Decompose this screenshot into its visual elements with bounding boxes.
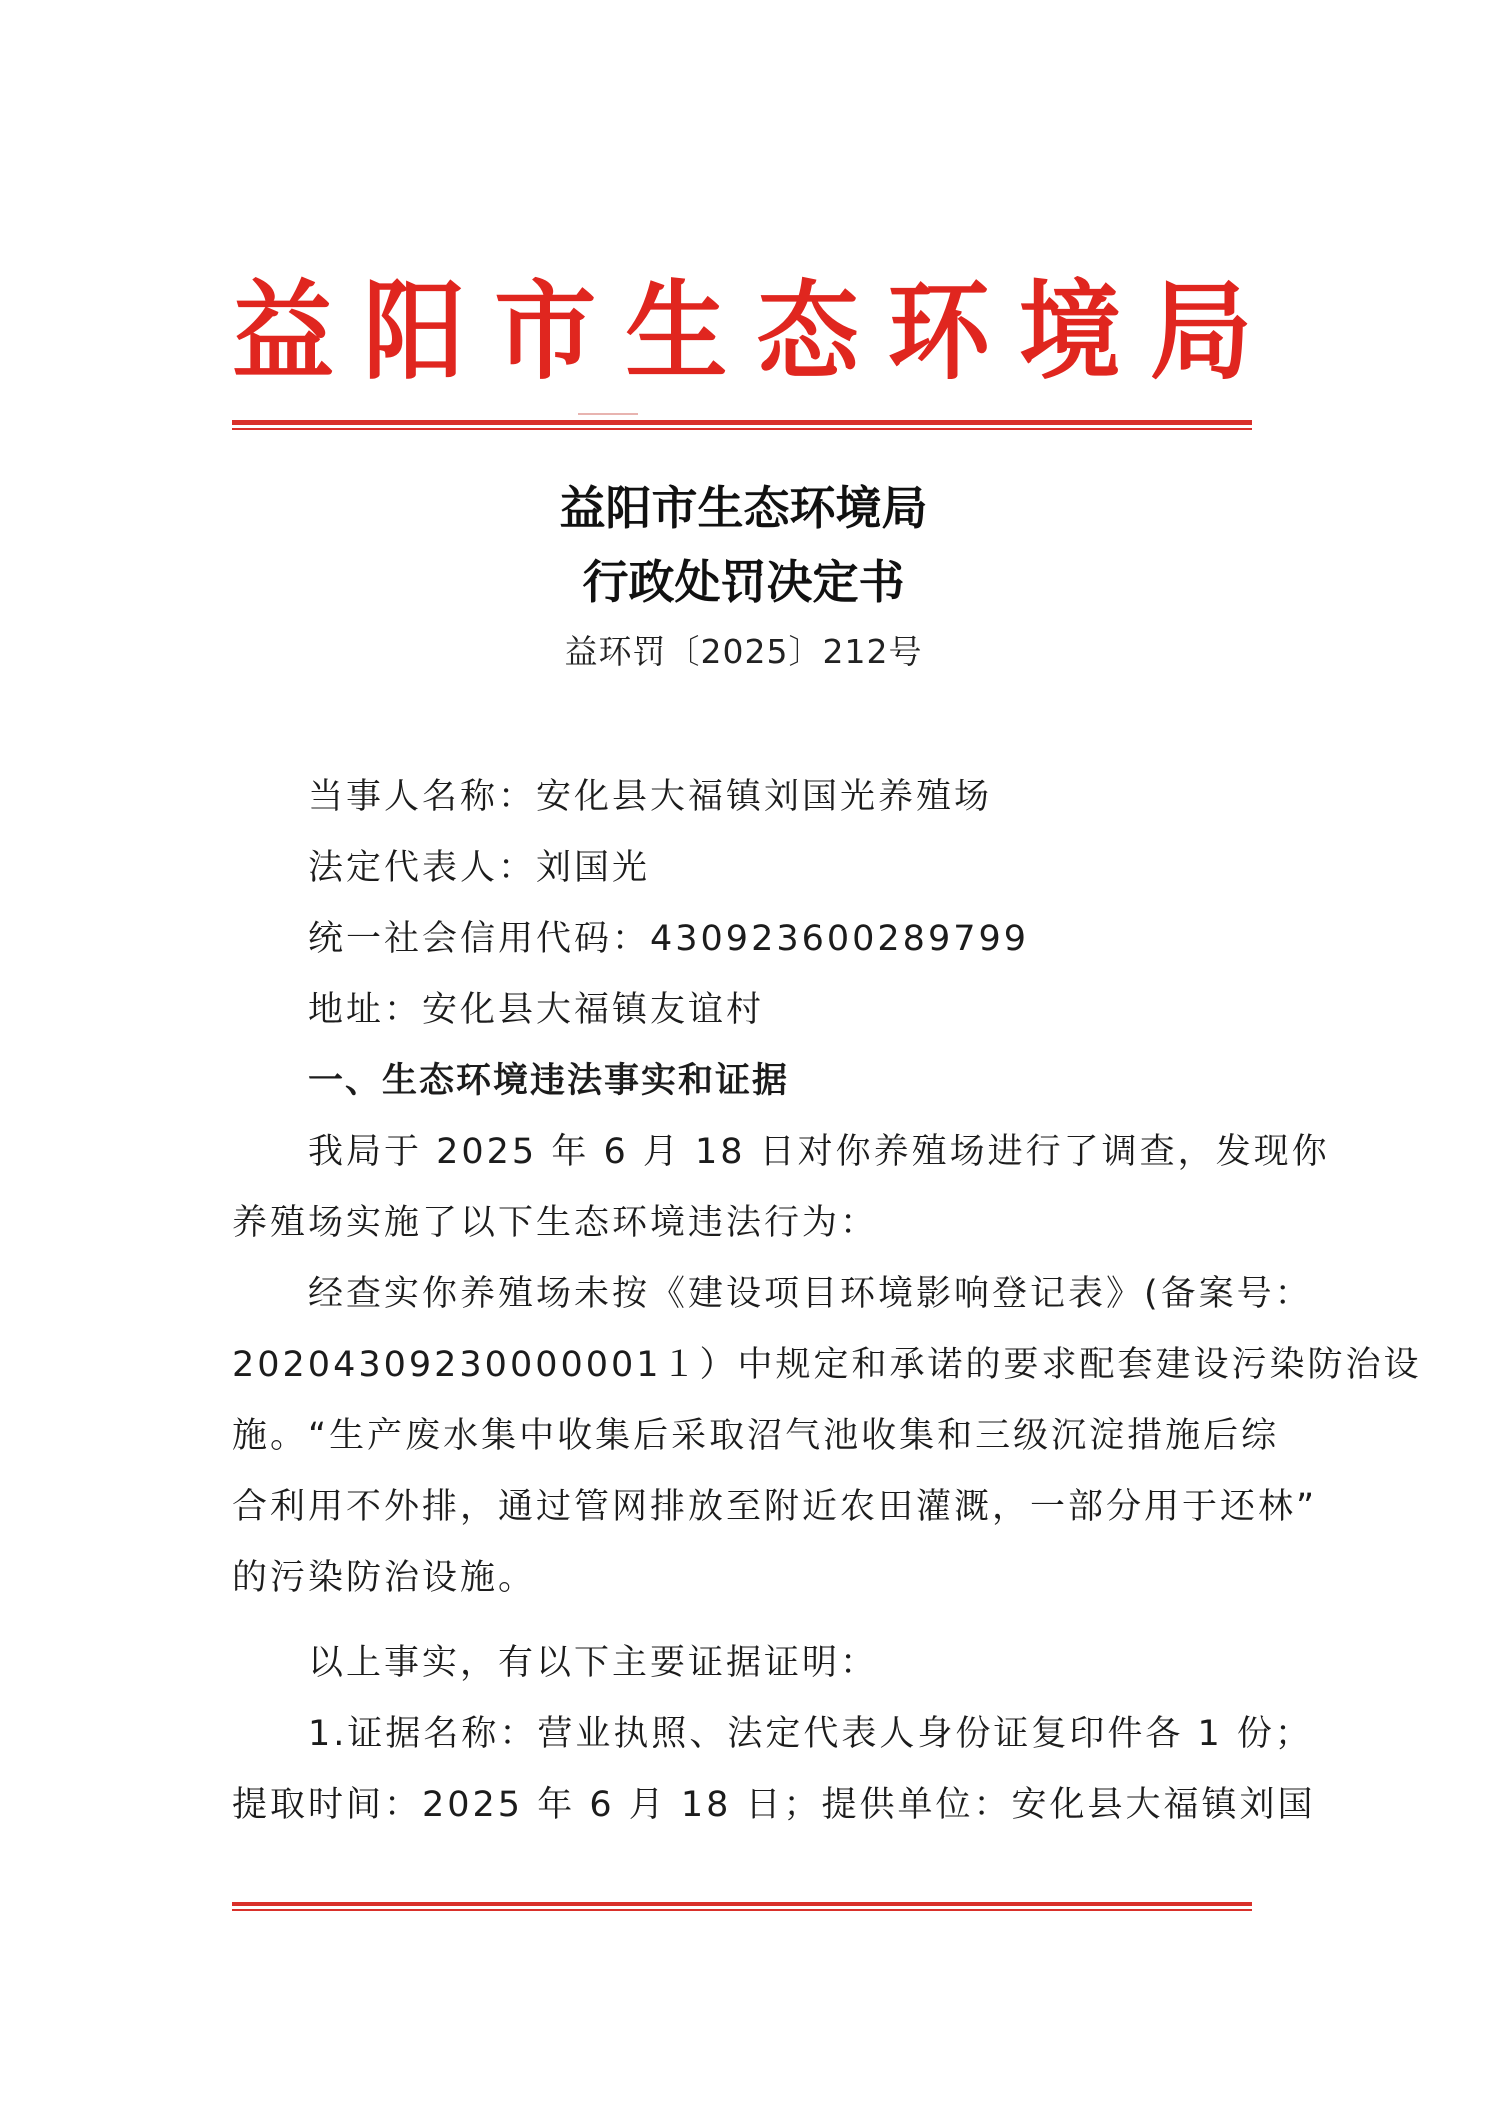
header-red-rule-thin [232,428,1252,430]
letterhead-char: 阳 [363,269,466,395]
footer-red-rule-thick [232,1902,1252,1906]
paragraph-finding-line-5: 的污染防治设施。 [232,1558,537,1598]
paragraph-finding-line-2: 20204309230000001１）中规定和承诺的要求配套建设污染防治设 [232,1345,1422,1385]
paragraph-finding-line-3: 施。“生产废水集中收集后采取沼气池收集和三级沉淀措施后综 [232,1416,1280,1456]
document-title-line-2: 行政处罚决定书 [582,555,905,609]
paragraph-spacer [232,1614,1252,1628]
address: 地址：安化县大福镇友谊村 [308,990,765,1030]
letterhead-char: 益 [232,269,334,395]
letterhead-char: 环 [887,269,990,395]
letterhead-char: 生 [625,269,728,395]
letterhead-char: 局 [1149,269,1252,395]
letterhead-char: 境 [1018,269,1121,395]
evidence-item-1-line-2: 提取时间：2025 年 6 月 18 日；提供单位：安化县大福镇刘国 [232,1785,1316,1825]
party-name: 当事人名称：安化县大福镇刘国光养殖场 [308,777,993,817]
footer-red-rule-thin [232,1909,1252,1911]
document-number: 益环罚〔2025〕212号 [564,632,923,671]
evidence-item-1-line-1: 1.证据名称：营业执照、法定代表人身份证复印件各 1 份； [308,1714,1313,1754]
paragraph-finding-line-1: 经查实你养殖场未按《建设项目环境影响登记表》(备案号： [308,1274,1313,1314]
letterhead-char: 态 [756,269,859,395]
header-rule-mark [578,413,638,415]
header-red-rule-thick [232,420,1252,425]
paragraph-evidence-intro: 以上事实，有以下主要证据证明： [308,1643,879,1683]
paragraph-finding-line-4: 合利用不外排，通过管网排放至附近农田灌溉，一部分用于还林” [232,1487,1318,1527]
paragraph-investigation-line-1: 我局于 2025 年 6 月 18 日对你养殖场进行了调查，发现你 [308,1132,1330,1172]
credit-code: 统一社会信用代码：430923600289799 [308,919,1030,959]
paragraph-investigation-line-2: 养殖场实施了以下生态环境违法行为： [232,1203,879,1243]
section-heading-violation-facts: 一、生态环境违法事实和证据 [308,1061,790,1101]
letterhead-char: 市 [494,269,597,395]
document-title-line-1: 益阳市生态环境局 [559,481,928,535]
document-body [232,762,1422,1841]
legal-representative: 法定代表人：刘国光 [308,848,651,888]
letterhead-title [232,269,1252,395]
